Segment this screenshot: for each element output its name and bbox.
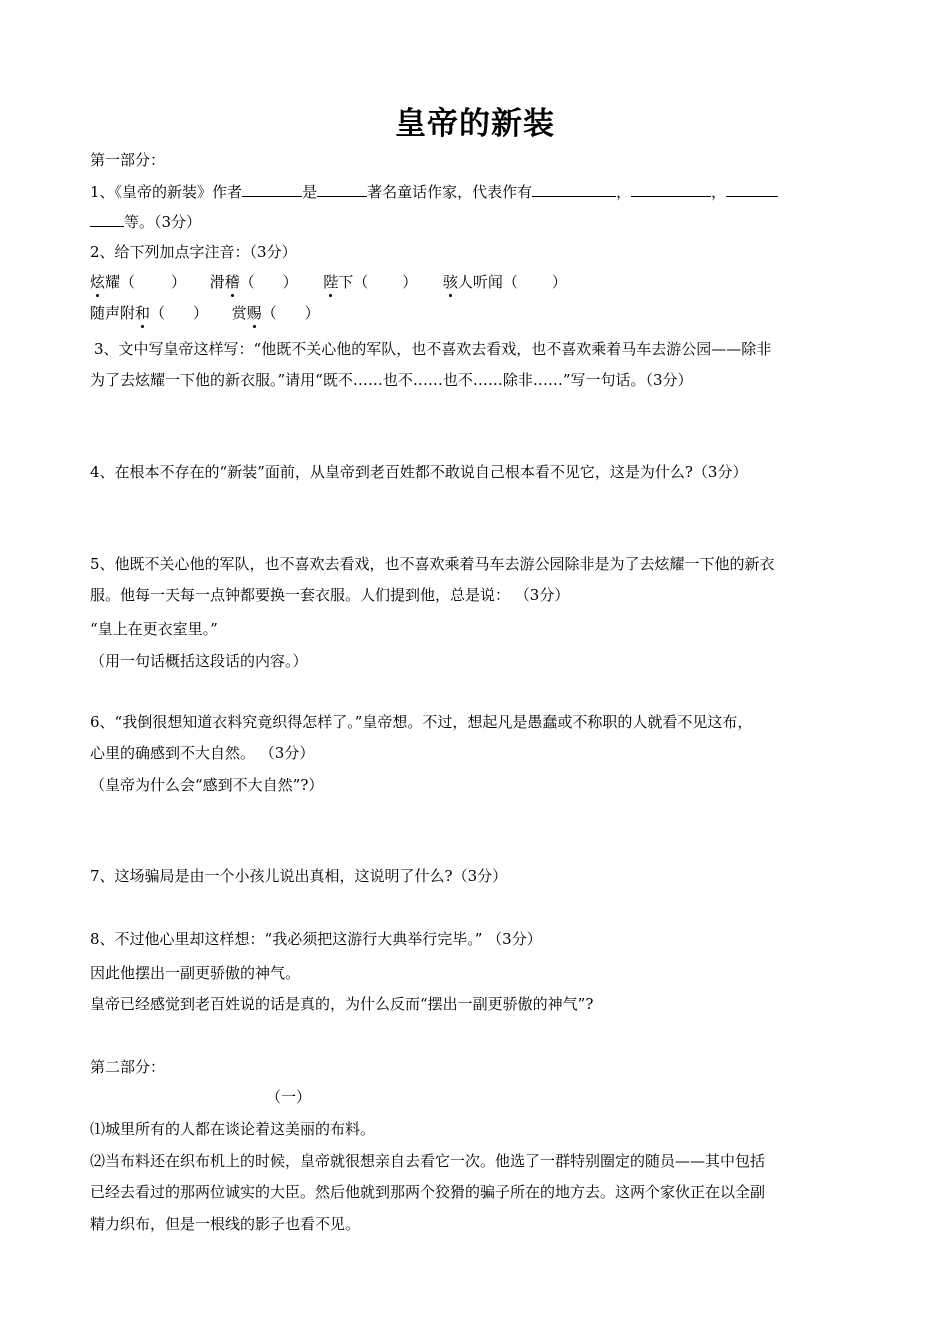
- question-5-quote: “皇上在更衣室里。”: [90, 620, 218, 638]
- q1-blank-work3[interactable]: [726, 181, 778, 197]
- dotted-char: 陛: [323, 273, 339, 291]
- question-7: 7、这场骗局是由一个小孩儿说出真相，这说明了什么?（3分）: [90, 867, 508, 885]
- q1-blank-work1[interactable]: [532, 181, 616, 197]
- question-3-line1: 3、文中写皇帝这样写：“他既不关心他的军队，也不喜欢去看戏，也不喜欢乘着马车去游公园——除非: [94, 340, 772, 358]
- passage-paragraph-1: ⑴城里所有的人都在谈论着这美丽的布料。: [90, 1120, 376, 1138]
- q1-blank-work3-cont[interactable]: [90, 211, 124, 227]
- question-1-line1: [90, 181, 778, 202]
- question-5-line1: 5、他既不关心他的军队，也不喜欢去看戏，也不喜欢乘着马车去游公园除非是为了去炫耀一下他的新衣: [90, 555, 775, 573]
- question-6-prompt: （皇帝为什么会“感到不大自然”?）: [90, 776, 324, 794]
- q2-pinyin-row1: [90, 272, 567, 292]
- question-8-line2: 因此他摆出一副更骄傲的神气。: [90, 964, 301, 982]
- q2-word-4: 骇人听闻（ ）: [442, 273, 567, 291]
- question-8-line3: 皇帝已经感觉到老百姓说的话是真的，为什么反而“摆出一副更骄傲的神气”?: [90, 995, 594, 1013]
- q2-word-5: 随声附和（ ）: [90, 304, 209, 322]
- dotted-char: 和: [135, 304, 151, 322]
- passage-paragraph-2-line2: 已经去看过的那两位诚实的大臣。然后他就到那两个狡猾的骗子所在的地方去。这两个家伙正在以全副: [90, 1183, 766, 1201]
- q1-blank-work2[interactable]: [631, 181, 711, 197]
- q1-blank-country[interactable]: [317, 181, 367, 197]
- part2-heading: 第二部分：: [90, 1058, 166, 1076]
- question-1-line2: [90, 211, 201, 232]
- q1-text-works: 著名童话作家，代表作有: [367, 183, 533, 201]
- dotted-char: 骇: [442, 273, 458, 291]
- question-5-prompt: （用一句话概括这段话的内容。）: [90, 652, 308, 670]
- page-title: 皇帝的新装: [395, 106, 555, 142]
- q1-text-author: 《皇帝的新装》作者: [114, 183, 243, 201]
- q1-comma-1: ，: [616, 183, 632, 201]
- dotted-char: 炫: [90, 273, 106, 291]
- question-4: 4、在根本不存在的“新装”面前，从皇帝到老百姓都不敢说自己根本看不见它，这是为什么?（3分）: [90, 463, 748, 481]
- q1-number: 1、: [90, 183, 115, 201]
- dotted-char: 赐: [246, 304, 262, 322]
- question-6-line2: 心里的确感到不大自然。 （3分）: [90, 744, 315, 762]
- part1-heading: 第一部分：: [90, 151, 166, 169]
- question-8-line1: 8、不过他心里却这样想：“我必须把这游行大典举行完毕。” （3分）: [90, 930, 542, 948]
- part2-section-label: （一）: [266, 1088, 312, 1106]
- question-5-line2: 服。他每一天每一点钟都要换一套衣服。人们提到他，总是说： （3分）: [90, 586, 570, 604]
- question-3-line2: 为了去炫耀一下他的新衣服。”请用“既不……也不……也不……除非……”写一句话。（3分）: [90, 371, 693, 389]
- question-2: 2、给下列加点字注音：（3分）: [90, 243, 297, 261]
- q2-word-1: 炫耀（ ）: [90, 273, 187, 291]
- q1-comma-2: ，: [711, 183, 727, 201]
- dotted-char: 稽: [224, 273, 240, 291]
- q2-pinyin-row2: [90, 303, 320, 323]
- question-6-line1: 6、“我倒很想知道衣料究竟织得怎样了。”皇帝想。不过，想起凡是愚蠢或不称职的人就看不见这布，: [90, 713, 753, 731]
- q1-end: 等。（3分）: [124, 213, 202, 231]
- passage-paragraph-2-line3: 精力织布，但是一根线的影子也看不见。: [90, 1215, 361, 1233]
- q2-word-2: 滑稽（ ）: [209, 273, 298, 291]
- passage-paragraph-2-line1: ⑵当布料还在织布机上的时候，皇帝就很想亲自去看它一次。他选了一群特别圈定的随员——其中包括: [90, 1152, 766, 1170]
- q1-text-is: 是: [302, 183, 318, 201]
- q2-word-6: 赏赐（ ）: [231, 304, 320, 322]
- q1-blank-author[interactable]: [242, 181, 302, 197]
- q2-word-3: 陛下（ ）: [323, 273, 418, 291]
